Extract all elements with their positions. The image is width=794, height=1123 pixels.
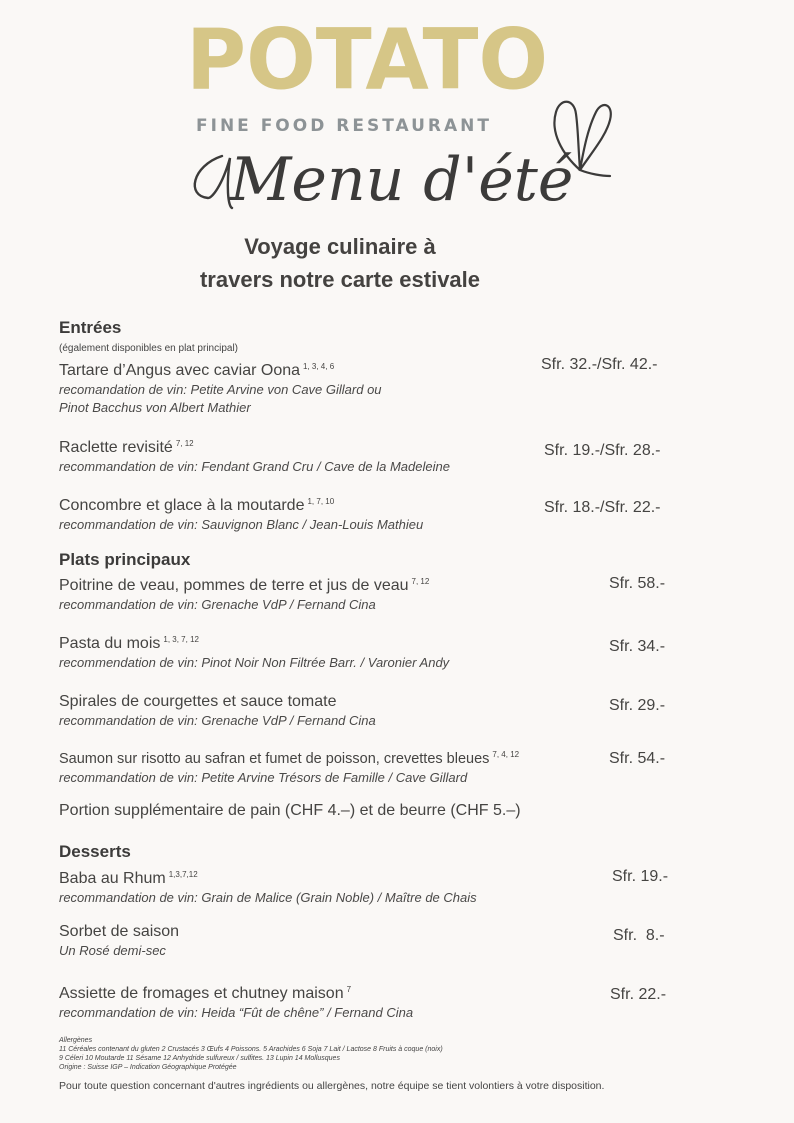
- item-name: Tartare d’Angus avec caviar Oona: [59, 362, 301, 379]
- item-wine-line2: Pinot Bacchus von Albert Mathier: [59, 400, 251, 415]
- allergen-question: Pour toute question concernant d'autres ingrédients ou allergènes, notre équipe se tient volontiers à votre disposition.: [59, 1080, 605, 1092]
- item-price: Sfr. 18.-/Sfr. 22.-: [544, 499, 661, 516]
- menu-item: [59, 688, 679, 730]
- section-note-entrees: (également disponibles en plat principal): [59, 343, 238, 354]
- item-price: Sfr. 29.-: [609, 697, 666, 714]
- item-wine: recommandation de vin: Heida “Fût de chêne” / Fernand Cina: [59, 1005, 414, 1020]
- item-wine: recommandation de vin: Grain de Malice (Grain Noble) / Maître de Chais: [59, 890, 477, 905]
- item-price: Sfr. 34.-: [609, 638, 666, 655]
- item-allergens: 7, 12: [411, 577, 430, 586]
- extra-bread-butter: Portion supplémentaire de pain (CHF 4.–) et de beurre (CHF 5.–): [59, 802, 521, 819]
- allergen-line: Origine : Suisse IGP – Indication Géographique Protégée: [59, 1064, 237, 1071]
- menu-item: [59, 572, 679, 614]
- allergen-legend: [59, 1036, 679, 1072]
- item-wine: recommandation de vin: Grenache VdP / Fernand Cina: [59, 597, 376, 612]
- allergen-line: 9 Céleri 10 Moutarde 11 Sésame 12 Anhydride sulfureux / sulfites. 13 Lupin 14 Mollusques: [59, 1055, 340, 1062]
- item-wine: recomandation de vin: Petite Arvine von Cave Gillard ou: [59, 382, 382, 397]
- tagline: FINE FOOD RESTAURANT: [196, 116, 492, 136]
- section-title-entrees: Entrées: [59, 318, 122, 337]
- allergen-title: Allergènes: [59, 1037, 93, 1044]
- item-name: Raclette revisité: [59, 439, 173, 456]
- item-price: Sfr. 22.-: [610, 986, 667, 1003]
- section-title-desserts: Desserts: [59, 842, 131, 861]
- item-price: Sfr. 32.-/Sfr. 42.-: [541, 356, 658, 373]
- item-price: Sfr. 19.-: [612, 868, 669, 885]
- menu-item: [59, 745, 679, 787]
- script-title: [182, 136, 574, 228]
- item-price: Sfr. 58.-: [609, 575, 666, 592]
- item-name: Sorbet de saison: [59, 923, 180, 940]
- item-wine: Un Rosé demi-sec: [59, 943, 166, 958]
- menu-item: [59, 630, 679, 672]
- item-wine: recommandation de vin: Petite Arvine Trésors de Famille / Cave Gillard: [59, 770, 468, 785]
- subtitle: [140, 230, 540, 296]
- item-price: Sfr. 54.-: [609, 750, 666, 767]
- item-price: Sfr. 8.-: [613, 927, 665, 944]
- item-name: Poitrine de veau, pommes de terre et jus de veau: [59, 577, 409, 594]
- subtitle-line-1: Voyage culinaire à: [244, 234, 436, 259]
- brand-logo: POTATO: [186, 12, 549, 109]
- item-allergens: 1, 3, 4, 6: [303, 362, 335, 371]
- menu-item: [59, 865, 679, 907]
- item-name: Concombre et glace à la moutarde: [59, 497, 305, 514]
- item-allergens: 1,3,7,12: [168, 870, 198, 879]
- item-name: Saumon sur risotto au safran et fumet de poisson, crevettes bleues: [59, 751, 490, 767]
- item-name: Spirales de courgettes et sauce tomate: [59, 693, 337, 710]
- item-wine: recommandation de vin: Grenache VdP / Fernand Cina: [59, 713, 376, 728]
- item-price: Sfr. 19.-/Sfr. 28.-: [544, 442, 661, 459]
- menu-item: [59, 980, 679, 1022]
- item-allergens: 7, 4, 12: [492, 750, 520, 759]
- subtitle-line-2: travers notre carte estivale: [199, 267, 481, 292]
- item-allergens: 7, 12: [175, 439, 194, 448]
- script-title-text: Menu d'été: [230, 145, 574, 215]
- item-wine: recommandation de vin: Sauvignon Blanc / Jean-Louis Mathieu: [59, 517, 424, 532]
- item-name: Pasta du mois: [59, 635, 161, 652]
- item-allergens: 1, 7, 10: [307, 497, 335, 506]
- item-name: Assiette de fromages et chutney maison: [59, 985, 344, 1002]
- section-title-plats: Plats principaux: [59, 550, 191, 569]
- item-allergens: 1, 3, 7, 12: [163, 635, 199, 644]
- item-wine: recommandation de vin: Fendant Grand Cru / Cave de la Madeleine: [59, 459, 450, 474]
- item-allergens: 7: [346, 985, 352, 994]
- item-wine: recommendation de vin: Pinot Noir Non Filtrée Barr. / Varonier Andy: [59, 655, 450, 670]
- menu-item: [59, 922, 679, 960]
- allergen-line: 11 Céréales contenant du gluten 2 Crustacés 3 Œufs 4 Poissons. 5 Arachides 6 Soja 7 Lait / Lactose 8 Fruits à coque (noix): [59, 1046, 443, 1053]
- item-name: Baba au Rhum: [59, 870, 166, 887]
